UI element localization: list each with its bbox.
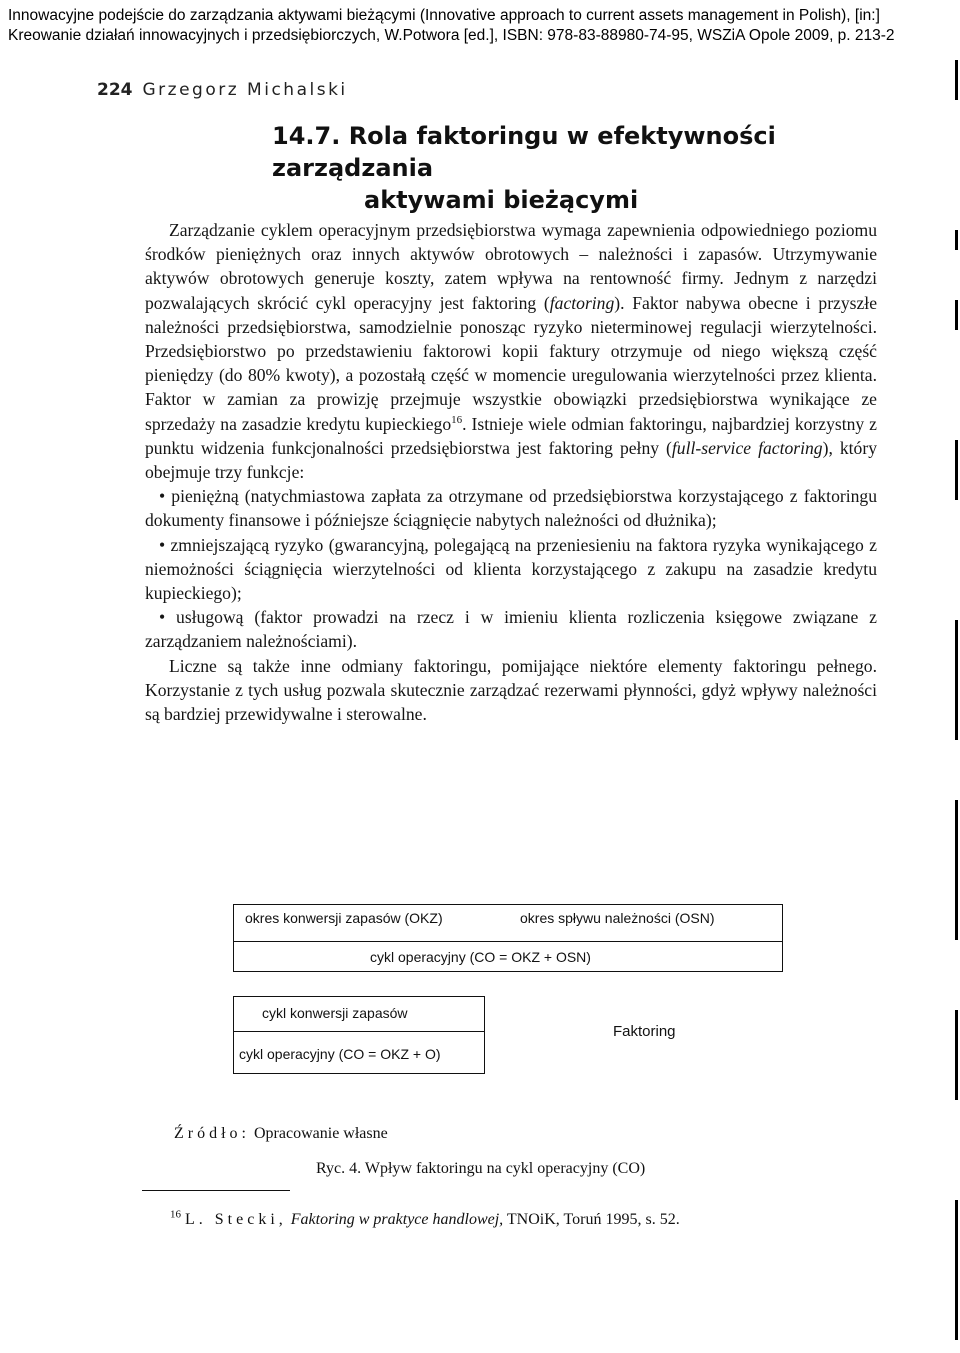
paragraph-1-text-c: ). Faktor nabywa obecne i przyszłe należności przedsiębiorstwa, samodzielnie ponosząc ryzyko nieterminowej regulacji wierzytelności. Przedsiębiorstwo po przedstawieniu faktorowi kopii faktury otrzymuje od niego większą część pieniędzy (do 80% kwoty), a pozostałą część w momencie uregulowania wierzytelności przez klienta. Faktor w zamian za prowizję przejmuje wszystkie obowiązki przedsiębiorstwa wynikające ze sprzedaży na zasadzie kredytu kupieckiego bbox=[145, 292, 878, 434]
diagram-label-okz: okres konwersji zapasów (OKZ) bbox=[245, 910, 443, 926]
source-label: Źródło: bbox=[174, 1125, 250, 1142]
figure-caption: Ryc. 4. Wpływ faktoringu na cykl operacyjny (CO) bbox=[316, 1160, 646, 1177]
paragraph-1 bbox=[145, 218, 877, 484]
section-title-line-2: aktywami bieżącymi bbox=[364, 186, 639, 214]
diagram-label-co: cykl operacyjny (CO = OKZ + OSN) bbox=[370, 949, 591, 965]
running-head bbox=[97, 80, 348, 100]
term-full-service-factoring: full-service factoring bbox=[671, 437, 823, 458]
footnote-rule bbox=[142, 1190, 290, 1191]
citation-line-2: Kreowanie działań innowacyjnych i przedsiębiorczych, W.Potwora [ed.], ISBN: 978-83-88980-74-95, WSZiA Opole 2009, p. 213-2 bbox=[8, 27, 895, 44]
footnote-author: L. Stecki, bbox=[185, 1211, 287, 1228]
citation-header bbox=[8, 6, 953, 46]
body-text bbox=[145, 218, 877, 726]
source-text: Opracowanie własne bbox=[254, 1125, 388, 1142]
footnote bbox=[170, 1208, 680, 1229]
diagram-label-ckz: cykl konwersji zapasów bbox=[262, 1005, 408, 1021]
term-factoring: factoring bbox=[549, 292, 615, 313]
bullet-item: • pieniężną (natychmiastowa zapłata za otrzymane od przedsiębiorstwa korzystającego z faktoringu dokumenty finansowe i późniejsze ściągnięcie nabytych należności od dłużnika); bbox=[145, 486, 877, 531]
diagram-divider bbox=[234, 1031, 484, 1032]
footnote-ref: 16 bbox=[451, 413, 463, 426]
section-title bbox=[272, 120, 832, 216]
figure-source bbox=[174, 1125, 388, 1143]
paragraph-2: Liczne są także inne odmiany faktoringu, pomijające niektóre elementy faktoringu pełnego. Korzystanie z tych usług pozwala skutecznie zarządzać rezerwami płynności, gdyż wpływy należności są bardziej przewidywalne i sterowalne. bbox=[145, 655, 877, 725]
footnote-publisher: TNOiK, Toruń 1995, s. 52. bbox=[506, 1211, 680, 1228]
paragraph-1-text-f: ), który obejmuje trzy funkcje: bbox=[145, 437, 878, 483]
bullet-item: • zmniejszającą ryzyko (gwarancyjną, polegającą na przeniesieniu na faktora ryzyka wynikającego z niemożności ściągnięcia wierzytelności od klienta korzystającego z zakupu na zasadzie kredytu kupieckiego); bbox=[145, 534, 877, 604]
diagram-label-faktoring: Faktoring bbox=[613, 1023, 676, 1040]
footnote-mark: 16 bbox=[170, 1208, 181, 1221]
section-number: 14.7. bbox=[272, 122, 341, 150]
scan-edge-artifact bbox=[950, 0, 960, 1353]
diagram-label-osn: okres spływu należności (OSN) bbox=[520, 910, 715, 926]
citation-line-1: Innowacyjne podejście do zarządzania aktywami bieżącymi (Innovative approach to current assets management in Polish), [in:] bbox=[8, 7, 880, 24]
footnote-title: Faktoring w praktyce handlowej, bbox=[290, 1211, 504, 1228]
running-head-author: Grzegorz Michalski bbox=[142, 80, 348, 100]
bullet-item: • usługową (faktor prowadzi na rzecz i w imieniu klienta rozliczenia księgowe związane z zarządzaniem należnościami). bbox=[145, 607, 877, 652]
section-title-line-1: Rola faktoringu w efektywności zarządzania bbox=[272, 122, 776, 182]
diagram-divider bbox=[234, 941, 782, 942]
paragraph-1-text-d: . Istnieje wiele odmian faktoringu, najbardziej korzystny z punktu widzenia funkcjonalności przedsiębiorstwa jest faktoring pełny ( bbox=[145, 413, 877, 458]
page-number: 224 bbox=[97, 80, 133, 100]
diagram-label-co-short: cykl operacyjny (CO = OKZ + O) bbox=[239, 1046, 441, 1062]
paragraph-1-text-a: Zarządzanie cyklem operacyjnym przedsiębiorstwa wymaga zapewnienia odpowiedniego poziomu środków pieniężnych oraz innych aktywów obrotowych – należności i zapasów. Utrzymywanie aktywów obrotowych generuje koszty, zatem wpływa na rentowność firmy. Jednym z narzędzi pozwalających skrócić cykl operacyjny jest faktoring ( bbox=[145, 220, 877, 313]
